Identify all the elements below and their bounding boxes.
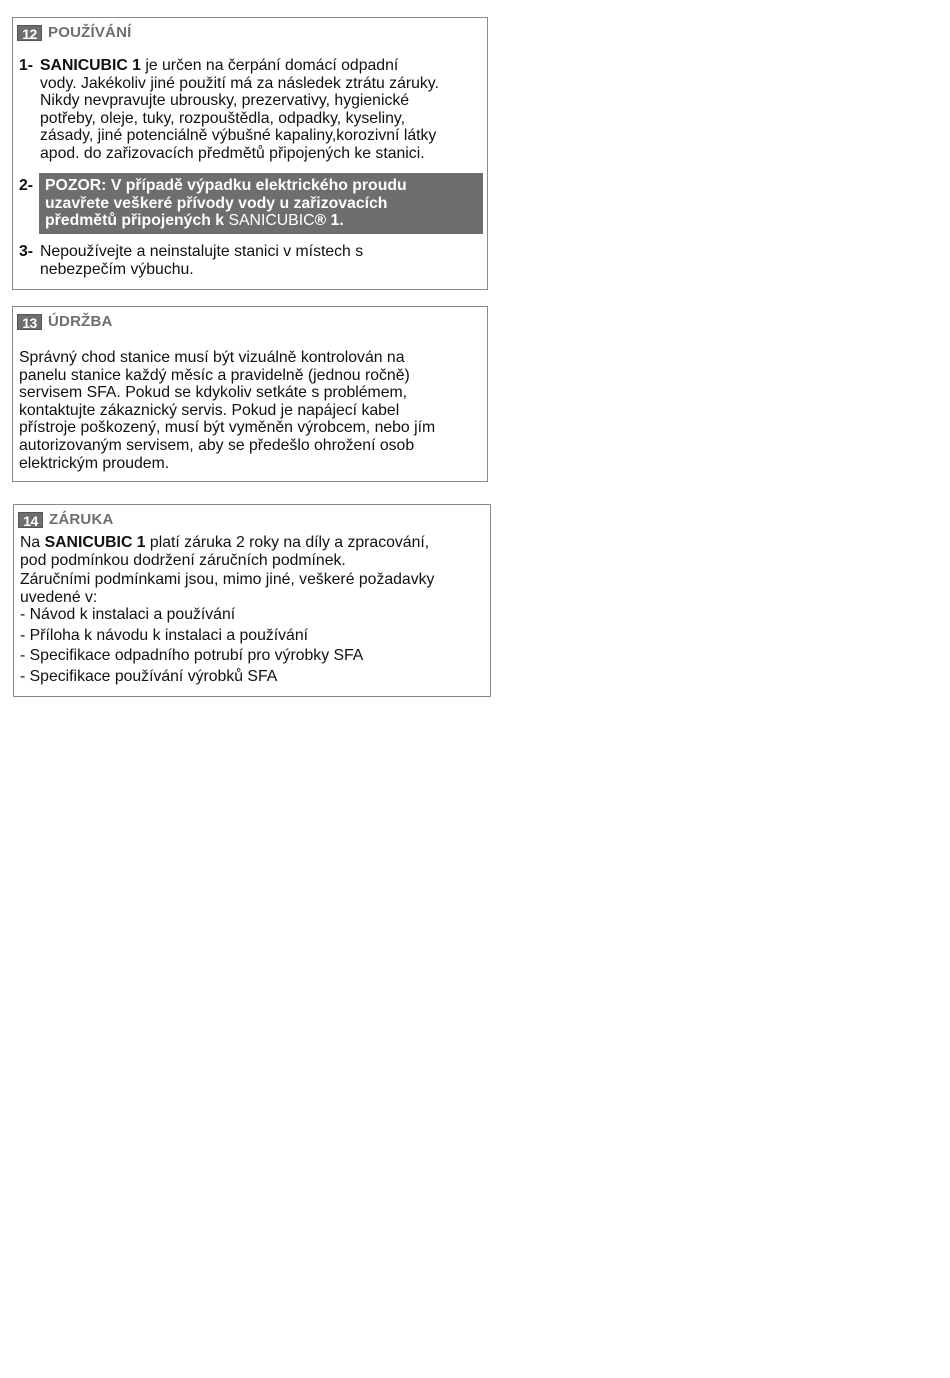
warning-line: předmětů připojených k: [45, 212, 229, 230]
text-line: kontaktujte zákaznický servis. Pokud je napájecí kabel: [19, 401, 400, 419]
section-warranty: [13, 504, 491, 697]
text-line: vody. Jakékoliv jiné použití má za následek ztrátu záruky.: [40, 74, 439, 92]
usage-item-3: [19, 243, 481, 278]
text-line: platí záruka 2 roky na díly a zpracování,: [145, 534, 430, 551]
text-line: panelu stanice každý měsíc a pravidelně (jednou ročně): [19, 366, 410, 384]
text-line: zásady, jiné potenciálně výbušné kapaliny,korozivní látky: [40, 127, 437, 145]
maintenance-text: [19, 349, 481, 472]
text-line: nebezpečím výbuchu.: [40, 260, 194, 278]
item-number: 3-: [19, 243, 34, 260]
list-item: - Specifikace odpadního potrubí pro výrobky SFA: [20, 647, 364, 665]
text-line: Správný chod stanice musí být vizuálně kontrolován na: [19, 349, 405, 366]
item-number: 2-: [19, 177, 34, 194]
section-title: POUŽÍVÁNÍ: [48, 24, 132, 41]
text-line: přístroje poškozený, musí být vyměněn výrobcem, nebo jím: [19, 419, 436, 437]
section-usage-header: [17, 24, 131, 41]
brand-name: SANICUBIC 1: [40, 57, 141, 74]
brand-name: SANICUBIC: [228, 212, 315, 230]
warning-line: POZOR: V případě výpadku elektrického proudu: [45, 177, 407, 194]
warranty-paragraph-1: [20, 534, 484, 569]
text-line: pod podmínkou dodržení záručních podmínek.: [20, 551, 346, 569]
section-warranty-header: [18, 511, 114, 528]
text-line: apod. do zařizovacích předmětů připojených ke stanici.: [40, 144, 425, 162]
warning-line: uzavřete veškeré přívody vody u zařizovacích: [45, 194, 388, 212]
warranty-paragraph-2: [20, 571, 484, 606]
text-line: autorizovaným servisem, aby se předešlo ohrožení osob: [19, 436, 415, 454]
text-line: Nikdy nevpravujte ubrousky, prezervativy, hygienické: [40, 92, 410, 110]
text-line: elektrickým proudem.: [19, 454, 170, 472]
section-number-badge: 12: [17, 25, 42, 41]
warranty-list: [20, 606, 484, 685]
warning-box: [39, 173, 483, 234]
text-line: uvedené v:: [20, 588, 98, 606]
item-text: [40, 243, 481, 278]
text-line: servisem SFA. Pokud se kdykoliv setkáte s problémem,: [19, 384, 408, 402]
list-item: - Příloha k návodu k instalaci a používání: [20, 626, 309, 644]
text-prefix: Na: [20, 534, 45, 551]
section-title: ÚDRŽBA: [48, 313, 113, 330]
list-item: - Návod k instalaci a používání: [20, 606, 236, 623]
section-usage: [12, 17, 488, 290]
section-title: ZÁRUKA: [49, 511, 114, 528]
section-maintenance: [12, 306, 488, 482]
section-number-badge: 14: [18, 512, 43, 528]
text-line: je určen na čerpání domácí odpadní: [140, 57, 399, 74]
brand-suffix: ® 1.: [314, 212, 344, 230]
section-maintenance-header: [17, 313, 113, 330]
section-number-badge: 13: [17, 314, 42, 330]
text-line: Záručními podmínkami jsou, mimo jiné, veškeré požadavky: [20, 571, 435, 588]
text-line: Nepoužívejte a neinstalujte stanici v místech s: [40, 243, 364, 260]
item-text: [40, 57, 481, 163]
text-line: potřeby, oleje, tuky, rozpouštědla, odpadky, kyseliny,: [40, 109, 405, 127]
item-number: 1-: [19, 57, 34, 74]
list-item: - Specifikace používání výrobků SFA: [20, 667, 278, 685]
usage-item-1: [19, 57, 481, 163]
brand-name: SANICUBIC 1: [44, 534, 146, 551]
